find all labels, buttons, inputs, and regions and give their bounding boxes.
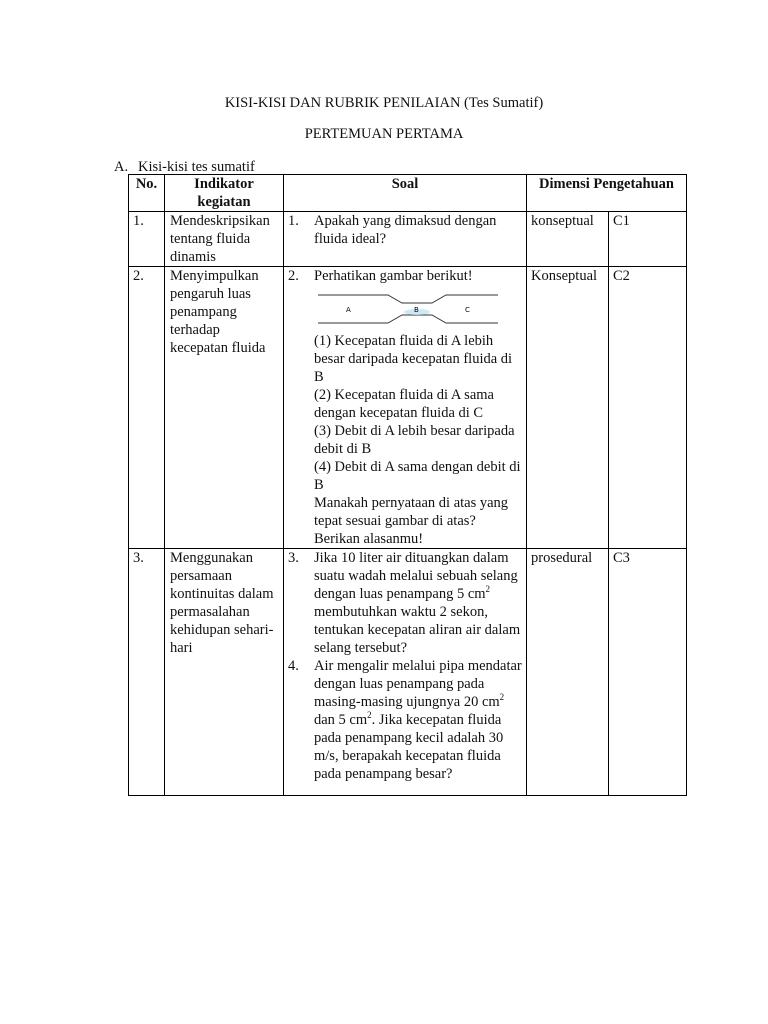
table-row <box>129 267 687 549</box>
pipe-label-b: B <box>414 306 419 314</box>
kisi-kisi-table <box>128 174 687 796</box>
pipe-diagram-svg <box>314 289 498 325</box>
row-no: 1. <box>129 212 165 267</box>
question-text: Jika 10 liter air dituangkan dalam suatu wadah melalui sebuah selang dengan luas penampang 5 $cm^2$ membutuhkan waktu 2 sekon, tentukan kecepatan aliran air dalam selang tersebut? <box>314 550 521 656</box>
question-3 <box>288 549 522 657</box>
pipe-label-c: C <box>465 306 470 314</box>
header-indikator: Indikator kegiatan <box>165 175 284 212</box>
section-title: Kisi-kisi tes sumatif <box>138 159 255 175</box>
question-number: 3. <box>288 550 299 566</box>
row-soal <box>284 549 527 796</box>
question-2 <box>288 267 522 285</box>
pipe-diagram <box>314 289 522 330</box>
row-no: 3. <box>129 549 165 796</box>
question-text: Apakah yang dimaksud dengan fluida ideal? <box>314 213 497 247</box>
statement-1: (1) Kecepatan fluida di A lebih besar daripada kecepatan fluida di B <box>314 333 513 385</box>
table-row <box>129 549 687 796</box>
statement-2: (2) Kecepatan fluida di A sama dengan kecepatan fluida di C <box>314 387 494 421</box>
row-level: C3 <box>609 549 687 796</box>
row-level: C1 <box>609 212 687 267</box>
row-no: 2. <box>129 267 165 549</box>
row-dimensi: Konseptual <box>527 267 609 549</box>
question-prompt: Manakah pernyataan di atas yang tepat sesuai gambar di atas? Berikan alasanmu! <box>314 495 509 547</box>
statement-3: (3) Debit di A lebih besar daripada debit di B <box>314 423 515 457</box>
section-label: A. <box>114 159 129 175</box>
header-no: No. <box>129 175 165 212</box>
row-indikator: Menggunakan persamaan kontinuitas dalam permasalahan kehidupan sehari-hari <box>165 549 284 796</box>
row-soal <box>284 212 527 267</box>
row-indikator: Menyimpulkan pengaruh luas penampang terhadap kecepatan fluida <box>165 267 284 549</box>
question-number: 1. <box>288 213 299 229</box>
question-4 <box>288 657 522 783</box>
document-subtitle: PERTEMUAN PERTAMA <box>304 126 464 142</box>
question-text: Perhatikan gambar berikut! <box>314 268 473 284</box>
question-text: Air mengalir melalui pipa mendatar dengan luas penampang pada masing-masing ujungnya 20 $cm^2$ dan 5 $cm^2$. Jika kecepatan fluida pada penampang kecil adalah 30 m/s, berapakah kecepatan fluida pada penampang besar? <box>314 658 522 782</box>
document-title: KISI-KISI DAN RUBRIK PENILAIAN (Tes Sumatif) <box>224 95 544 111</box>
pipe-label-a: A <box>346 306 351 314</box>
statement-4: (4) Debit di A sama dengan debit di B <box>314 459 521 493</box>
row-level: C2 <box>609 267 687 549</box>
row-dimensi: konseptual <box>527 212 609 267</box>
question-number: 4. <box>288 658 299 674</box>
table-row <box>129 212 687 267</box>
header-dimensi: Dimensi Pengetahuan <box>527 175 687 212</box>
row-dimensi: prosedural <box>527 549 609 796</box>
row-indikator: Mendeskripsikan tentang fluida dinamis <box>165 212 284 267</box>
question-number: 2. <box>288 268 299 284</box>
question-1 <box>288 212 522 248</box>
table-header-row <box>129 175 687 212</box>
row-soal <box>284 267 527 549</box>
header-soal: Soal <box>284 175 527 212</box>
